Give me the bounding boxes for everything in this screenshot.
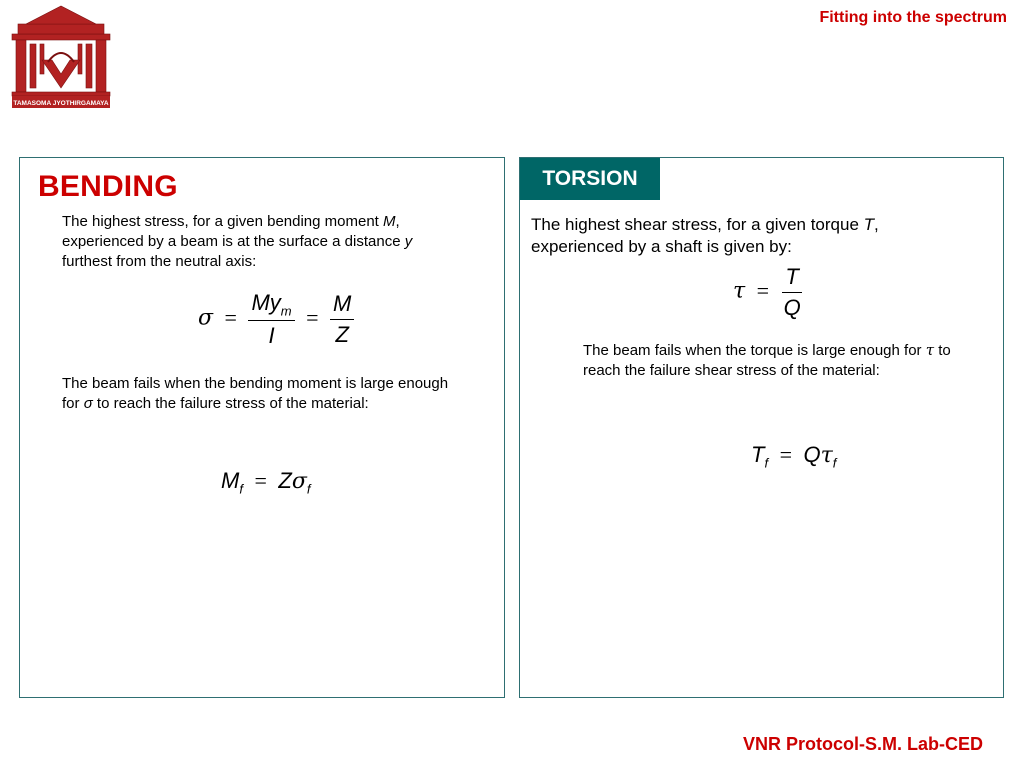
institution-logo <box>6 4 116 110</box>
torsion-stress-formula: τ = $\frac{T}{Q}$ <box>733 264 801 320</box>
torsion-title: TORSION <box>520 158 660 200</box>
torsion-intro-text: The highest shear stress, for a given torque T, experienced by a shaft is given by: <box>531 215 879 256</box>
header-title: Fitting into the spectrum <box>819 9 1007 26</box>
torsion-panel <box>519 157 1004 698</box>
footer-text: VNR Protocol-S.M. Lab-CED <box>742 734 983 754</box>
bending-intro-text: The highest stress, for a given bending moment M, experienced by a beam is at the surface a distance y furthest from the neutral axis: <box>62 213 413 270</box>
bending-stress-formula: σ = $\frac{My_m}{I}$ = $\frac{M}{Z}$ <box>198 290 354 349</box>
torsion-failure-formula: $T_f = Q\tau_f$ <box>751 442 837 471</box>
bending-failure-formula: $M_f = Z\sigma_f$ <box>221 468 311 497</box>
logo-text: TAMASOMA JYOTHIRGAMAYA <box>13 100 109 107</box>
bending-failure-text: The beam fails when the bending moment is large enough for σ to reach the failure stress of the material: <box>62 375 449 412</box>
bending-panel <box>19 157 505 698</box>
bending-title: BENDING <box>38 170 178 203</box>
torsion-failure-text: The beam fails when the torque is large enough for τ to reach the failure shear stress of the material: <box>583 341 951 379</box>
